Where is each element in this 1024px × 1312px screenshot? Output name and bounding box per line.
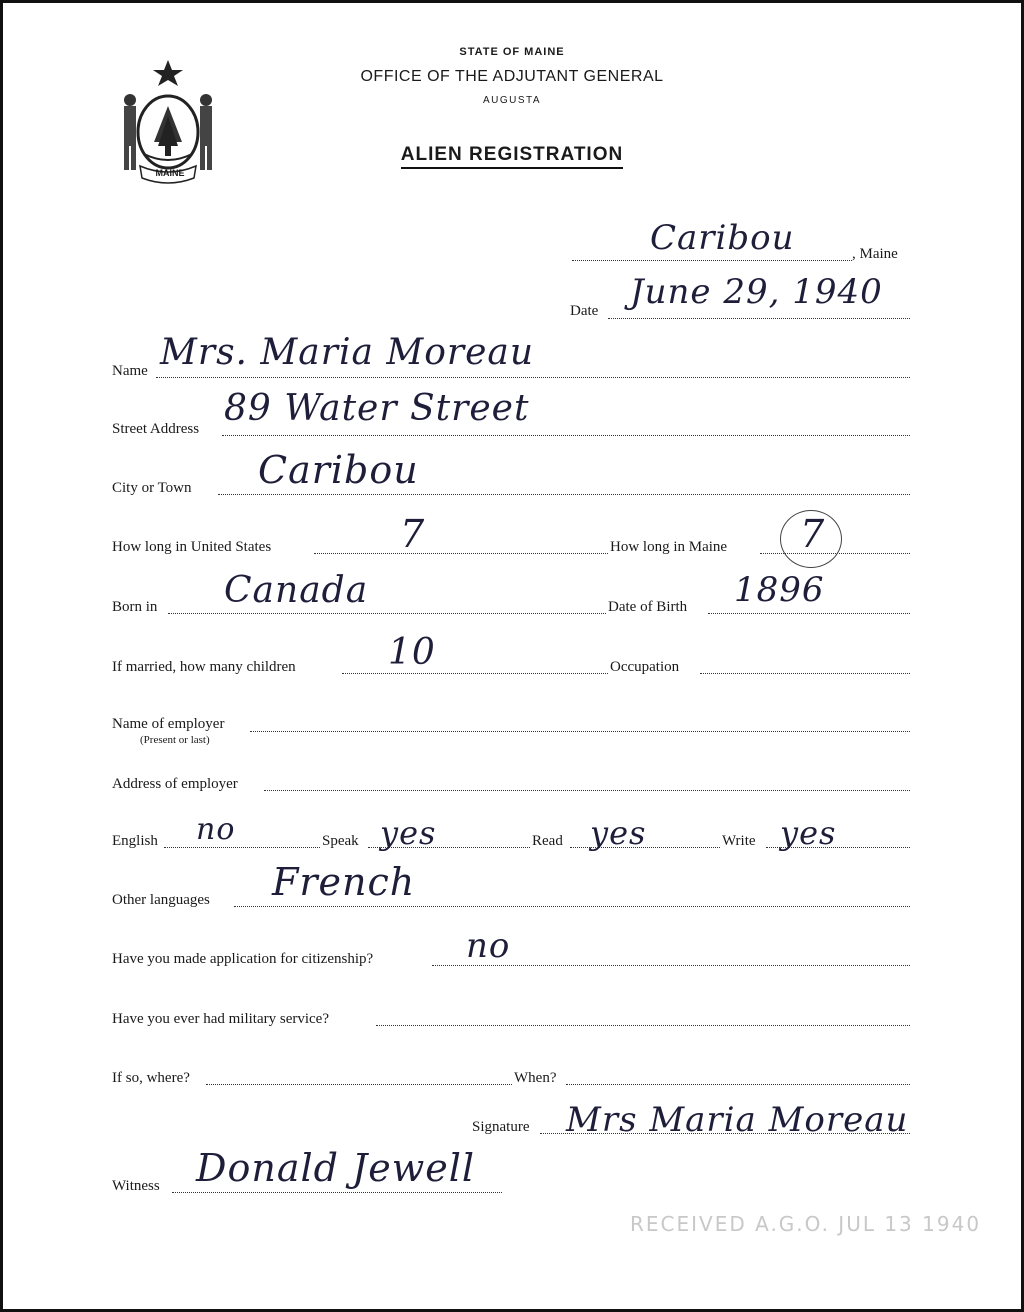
write-label: Write <box>722 833 756 849</box>
dob-line <box>708 613 910 614</box>
english-line <box>164 847 320 848</box>
employer-address-line <box>264 790 910 791</box>
where-line <box>206 1084 512 1085</box>
children-label: If married, how many children <box>112 659 296 675</box>
long-maine-value: 7 <box>800 512 826 556</box>
long-us-label: How long in United States <box>112 539 272 555</box>
military-line <box>376 1025 910 1026</box>
form-title-text: ALIEN REGISTRATION <box>401 144 623 169</box>
date-label: Date <box>570 303 599 319</box>
header-city: AUGUSTA <box>482 95 542 106</box>
speak-label: Speak <box>322 833 359 849</box>
citizenship-value: no <box>466 926 511 966</box>
witness-label: Witness <box>112 1178 160 1194</box>
street-value: 89 Water Street <box>224 388 530 429</box>
long-us-line <box>314 553 608 554</box>
when-label: When? <box>514 1070 557 1086</box>
other-languages-value: French <box>272 860 416 904</box>
form-title <box>0 144 1024 166</box>
city-value: Caribou <box>258 448 419 492</box>
other-languages-label: Other languages <box>112 892 210 908</box>
name-line <box>156 377 910 378</box>
dob-value: 1896 <box>734 570 825 610</box>
long-maine-label: How long in Maine <box>610 539 728 555</box>
employer-line <box>250 731 910 732</box>
children-line <box>342 673 608 674</box>
english-label: English <box>112 833 158 849</box>
witness-value: Donald Jewell <box>196 1146 476 1190</box>
employer-address-label: Address of employer <box>112 776 238 792</box>
write-value: yes <box>780 814 837 852</box>
other-languages-line <box>234 906 910 907</box>
born-line <box>168 613 606 614</box>
employer-note: (Present or last) <box>140 734 210 746</box>
english-value: no <box>196 812 236 847</box>
name-label: Name <box>112 363 148 379</box>
when-line <box>566 1084 910 1085</box>
military-label: Have you ever had military service? <box>112 1011 329 1027</box>
signature-label: Signature <box>472 1119 530 1135</box>
signature-value: Mrs Maria Moreau <box>566 1100 909 1140</box>
seal-banner-text: MAINE <box>155 168 185 178</box>
speak-value: yes <box>380 814 437 852</box>
witness-line <box>172 1192 502 1193</box>
where-label: If so, where? <box>112 1070 190 1086</box>
received-stamp: RECEIVED A.G.O. JUL 13 1940 <box>630 1212 982 1236</box>
name-value: Mrs. Maria Moreau <box>160 332 535 373</box>
read-label: Read <box>532 833 563 849</box>
citizenship-label: Have you made application for citizenship? <box>112 951 374 967</box>
born-value: Canada <box>224 570 369 611</box>
maine-label: , Maine <box>852 246 898 262</box>
date-value: June 29, 1940 <box>630 272 883 312</box>
long-us-value: 7 <box>400 512 426 556</box>
header-office: OFFICE OF THE ADJUTANT GENERAL <box>360 68 664 85</box>
children-value: 10 <box>388 632 436 673</box>
date-line <box>608 318 910 319</box>
city-label: City or Town <box>112 480 192 496</box>
town-line <box>572 260 852 261</box>
city-line <box>218 494 910 495</box>
header-state: STATE OF MAINE <box>459 46 565 58</box>
street-label: Street Address <box>112 421 200 437</box>
born-label: Born in <box>112 599 158 615</box>
occupation-label: Occupation <box>610 659 680 675</box>
dob-label: Date of Birth <box>608 599 688 615</box>
street-line <box>222 435 910 436</box>
occupation-line <box>700 673 910 674</box>
town-value: Caribou <box>650 218 795 258</box>
employer-label: Name of employer <box>112 716 225 732</box>
read-value: yes <box>590 814 647 852</box>
